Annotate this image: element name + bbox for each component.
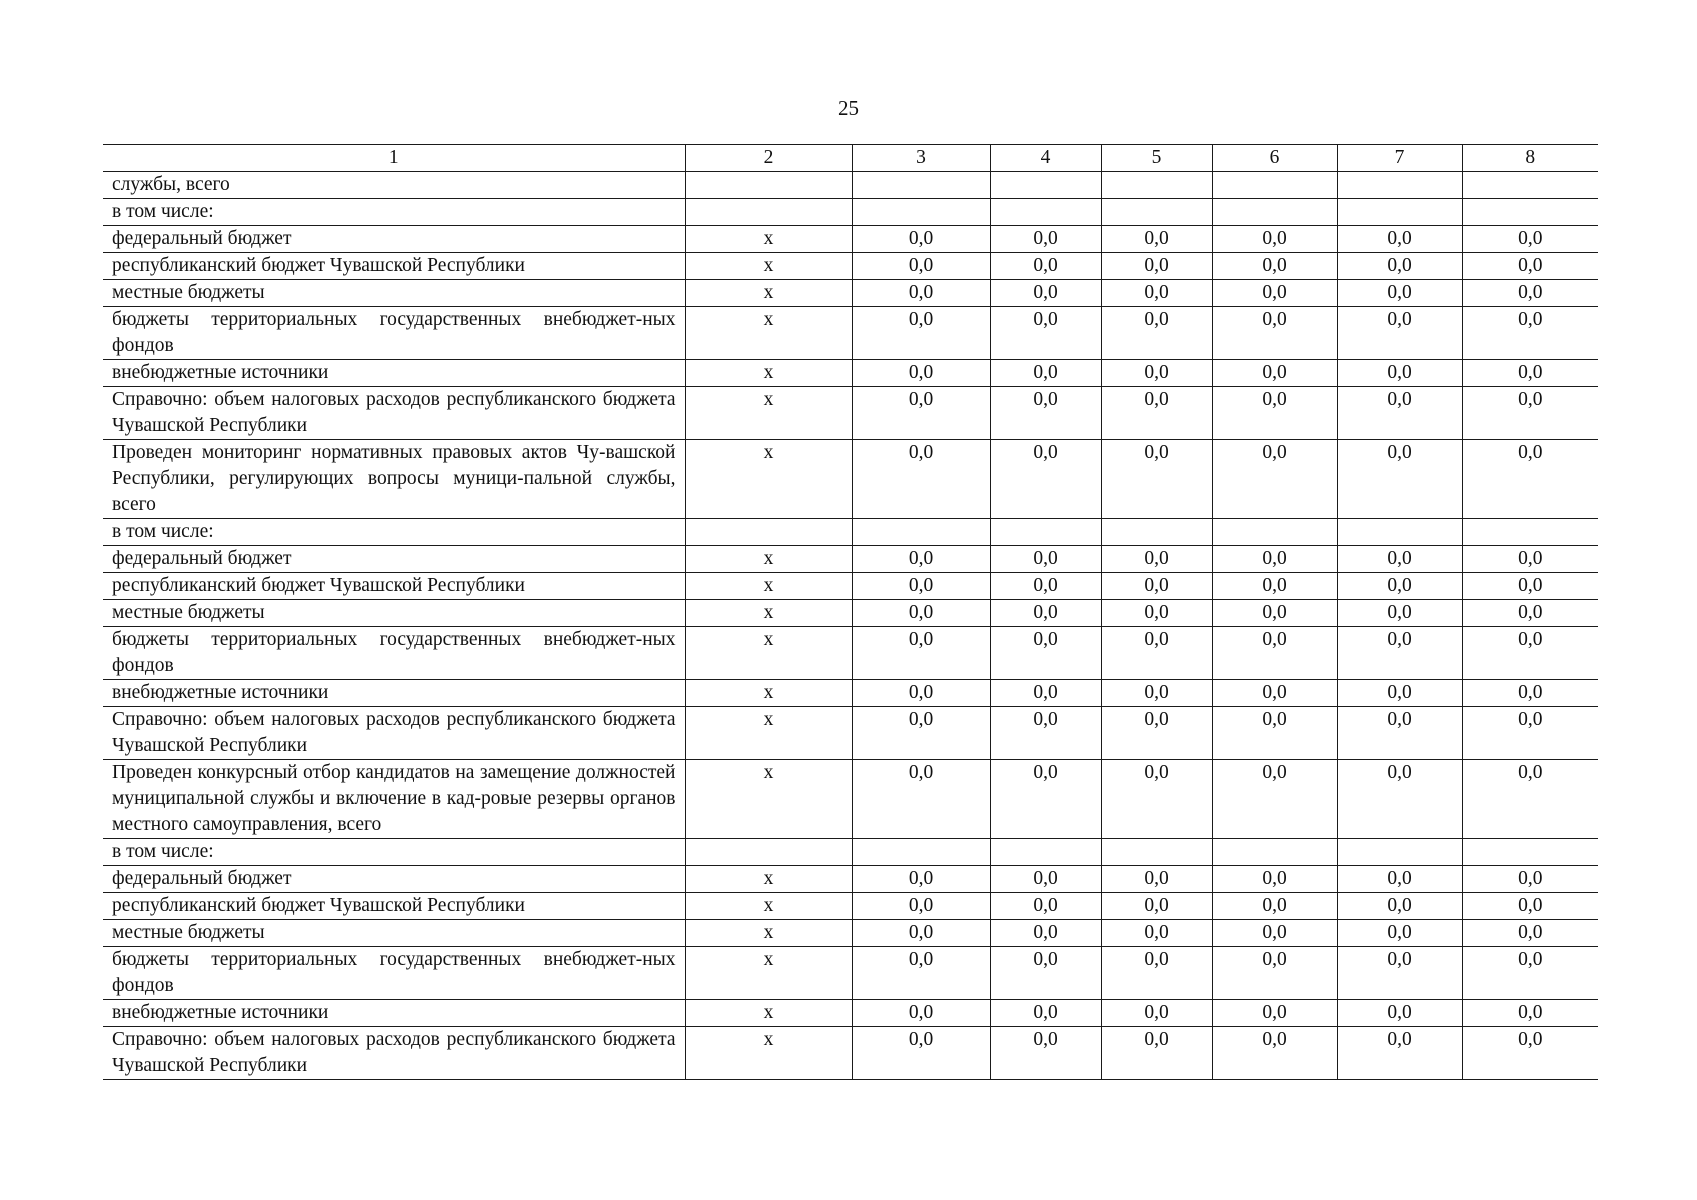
table-row bbox=[103, 440, 1598, 519]
row-value-cell: 0,0 bbox=[990, 253, 1101, 280]
row-description-cell: местные бюджеты bbox=[103, 280, 685, 307]
row-value-cell: 0,0 bbox=[1462, 307, 1598, 360]
row-value-cell: 0,0 bbox=[852, 947, 990, 1000]
row-column2-cell: x bbox=[685, 387, 852, 440]
table-row bbox=[103, 546, 1598, 573]
row-value-cell: 0,0 bbox=[852, 1000, 990, 1027]
row-value-cell bbox=[1101, 519, 1212, 546]
row-value-cell: 0,0 bbox=[1462, 387, 1598, 440]
row-value-cell: 0,0 bbox=[990, 627, 1101, 680]
row-value-cell: 0,0 bbox=[990, 920, 1101, 947]
row-column2-cell: x bbox=[685, 680, 852, 707]
row-value-cell: 0,0 bbox=[1212, 546, 1337, 573]
table-row bbox=[103, 519, 1598, 546]
row-value-cell: 0,0 bbox=[990, 546, 1101, 573]
table-row bbox=[103, 253, 1598, 280]
row-value-cell bbox=[1101, 172, 1212, 199]
row-value-cell: 0,0 bbox=[1212, 440, 1337, 519]
row-value-cell: 0,0 bbox=[1462, 360, 1598, 387]
row-value-cell: 0,0 bbox=[1101, 707, 1212, 760]
table-row bbox=[103, 387, 1598, 440]
row-value-cell bbox=[1337, 199, 1462, 226]
row-value-cell: 0,0 bbox=[852, 387, 990, 440]
row-value-cell: 0,0 bbox=[1101, 253, 1212, 280]
row-description-cell: местные бюджеты bbox=[103, 600, 685, 627]
row-value-cell bbox=[990, 172, 1101, 199]
row-description-cell: в том числе: bbox=[103, 839, 685, 866]
row-value-cell: 0,0 bbox=[1101, 893, 1212, 920]
row-value-cell: 0,0 bbox=[1337, 600, 1462, 627]
row-value-cell: 0,0 bbox=[1337, 546, 1462, 573]
table-row bbox=[103, 573, 1598, 600]
table-row bbox=[103, 1027, 1598, 1080]
row-description-cell: республиканский бюджет Чувашской Республики bbox=[103, 253, 685, 280]
row-value-cell: 0,0 bbox=[1212, 360, 1337, 387]
row-value-cell bbox=[990, 199, 1101, 226]
row-value-cell: 0,0 bbox=[1101, 360, 1212, 387]
row-column2-cell bbox=[685, 839, 852, 866]
row-value-cell bbox=[990, 519, 1101, 546]
row-value-cell: 0,0 bbox=[852, 920, 990, 947]
row-value-cell: 0,0 bbox=[1462, 573, 1598, 600]
budget-table bbox=[103, 144, 1598, 1080]
row-column2-cell: x bbox=[685, 307, 852, 360]
row-value-cell: 0,0 bbox=[1212, 573, 1337, 600]
row-value-cell: 0,0 bbox=[990, 707, 1101, 760]
column-number-cell: 2 bbox=[685, 145, 852, 172]
row-value-cell: 0,0 bbox=[852, 627, 990, 680]
row-value-cell: 0,0 bbox=[1101, 307, 1212, 360]
row-value-cell bbox=[1101, 199, 1212, 226]
row-value-cell: 0,0 bbox=[1462, 627, 1598, 680]
row-value-cell: 0,0 bbox=[1101, 226, 1212, 253]
row-value-cell: 0,0 bbox=[1462, 866, 1598, 893]
row-description-cell: республиканский бюджет Чувашской Республики bbox=[103, 893, 685, 920]
row-value-cell: 0,0 bbox=[1101, 760, 1212, 839]
row-value-cell: 0,0 bbox=[1337, 947, 1462, 1000]
row-description-cell: бюджеты территориальных государственных внебюджет-ных фондов bbox=[103, 307, 685, 360]
row-value-cell: 0,0 bbox=[1101, 1000, 1212, 1027]
row-value-cell: 0,0 bbox=[990, 760, 1101, 839]
row-description-cell: федеральный бюджет bbox=[103, 226, 685, 253]
row-column2-cell: x bbox=[685, 573, 852, 600]
row-value-cell: 0,0 bbox=[990, 866, 1101, 893]
row-column2-cell: x bbox=[685, 920, 852, 947]
row-value-cell bbox=[1212, 199, 1337, 226]
row-column2-cell: x bbox=[685, 440, 852, 519]
row-value-cell: 0,0 bbox=[852, 707, 990, 760]
row-description-cell: местные бюджеты bbox=[103, 920, 685, 947]
row-value-cell: 0,0 bbox=[1101, 546, 1212, 573]
row-column2-cell: x bbox=[685, 1000, 852, 1027]
row-value-cell: 0,0 bbox=[1337, 866, 1462, 893]
row-value-cell: 0,0 bbox=[1212, 947, 1337, 1000]
row-value-cell: 0,0 bbox=[1212, 893, 1337, 920]
row-column2-cell: x bbox=[685, 226, 852, 253]
column-number-cell: 3 bbox=[852, 145, 990, 172]
row-description-cell: внебюджетные источники bbox=[103, 1000, 685, 1027]
table-row bbox=[103, 920, 1598, 947]
row-value-cell: 0,0 bbox=[1462, 253, 1598, 280]
row-description-cell: службы, всего bbox=[103, 172, 685, 199]
row-value-cell: 0,0 bbox=[1337, 387, 1462, 440]
row-description-cell: в том числе: bbox=[103, 519, 685, 546]
row-value-cell: 0,0 bbox=[1212, 920, 1337, 947]
row-description-cell: Справочно: объем налоговых расходов республиканского бюджета Чувашской Республики bbox=[103, 1027, 685, 1080]
row-value-cell: 0,0 bbox=[1337, 1027, 1462, 1080]
row-column2-cell: x bbox=[685, 360, 852, 387]
row-description-cell: бюджеты территориальных государственных внебюджет-ных фондов bbox=[103, 627, 685, 680]
row-value-cell: 0,0 bbox=[1337, 440, 1462, 519]
table-row bbox=[103, 866, 1598, 893]
row-value-cell: 0,0 bbox=[852, 226, 990, 253]
row-value-cell: 0,0 bbox=[990, 893, 1101, 920]
row-column2-cell bbox=[685, 199, 852, 226]
table-row bbox=[103, 172, 1598, 199]
row-value-cell: 0,0 bbox=[852, 253, 990, 280]
row-value-cell: 0,0 bbox=[1337, 226, 1462, 253]
row-value-cell: 0,0 bbox=[1212, 387, 1337, 440]
row-value-cell bbox=[1212, 519, 1337, 546]
row-value-cell: 0,0 bbox=[1101, 387, 1212, 440]
row-value-cell: 0,0 bbox=[1337, 360, 1462, 387]
row-value-cell: 0,0 bbox=[852, 680, 990, 707]
row-value-cell: 0,0 bbox=[990, 280, 1101, 307]
row-value-cell: 0,0 bbox=[1212, 1027, 1337, 1080]
table-row bbox=[103, 893, 1598, 920]
row-description-cell: Справочно: объем налоговых расходов республиканского бюджета Чувашской Республики bbox=[103, 707, 685, 760]
row-value-cell bbox=[1337, 839, 1462, 866]
row-column2-cell: x bbox=[685, 947, 852, 1000]
row-description-cell: в том числе: bbox=[103, 199, 685, 226]
row-value-cell: 0,0 bbox=[852, 1027, 990, 1080]
row-column2-cell bbox=[685, 519, 852, 546]
table-row bbox=[103, 947, 1598, 1000]
row-value-cell: 0,0 bbox=[1462, 1000, 1598, 1027]
row-value-cell: 0,0 bbox=[1337, 627, 1462, 680]
page-number: 25 bbox=[838, 96, 859, 120]
row-value-cell: 0,0 bbox=[852, 280, 990, 307]
row-value-cell: 0,0 bbox=[1101, 600, 1212, 627]
row-value-cell bbox=[990, 839, 1101, 866]
row-value-cell: 0,0 bbox=[1212, 680, 1337, 707]
row-value-cell: 0,0 bbox=[1462, 546, 1598, 573]
row-value-cell bbox=[852, 172, 990, 199]
table-row bbox=[103, 199, 1598, 226]
row-value-cell: 0,0 bbox=[1212, 253, 1337, 280]
row-column2-cell: x bbox=[685, 893, 852, 920]
column-number-cell: 6 bbox=[1212, 145, 1337, 172]
row-value-cell: 0,0 bbox=[1101, 866, 1212, 893]
row-value-cell: 0,0 bbox=[990, 1027, 1101, 1080]
row-value-cell bbox=[1212, 839, 1337, 866]
row-value-cell: 0,0 bbox=[1101, 280, 1212, 307]
row-value-cell: 0,0 bbox=[852, 866, 990, 893]
row-value-cell: 0,0 bbox=[990, 1000, 1101, 1027]
row-value-cell bbox=[1337, 172, 1462, 199]
row-value-cell: 0,0 bbox=[990, 387, 1101, 440]
row-value-cell: 0,0 bbox=[1212, 307, 1337, 360]
row-value-cell: 0,0 bbox=[852, 360, 990, 387]
row-column2-cell: x bbox=[685, 760, 852, 839]
column-number-cell: 5 bbox=[1101, 145, 1212, 172]
row-value-cell: 0,0 bbox=[1462, 893, 1598, 920]
row-value-cell bbox=[852, 199, 990, 226]
row-description-cell: Справочно: объем налоговых расходов республиканского бюджета Чувашской Республики bbox=[103, 387, 685, 440]
row-value-cell: 0,0 bbox=[852, 600, 990, 627]
table-row bbox=[103, 760, 1598, 839]
row-value-cell: 0,0 bbox=[1101, 947, 1212, 1000]
row-value-cell: 0,0 bbox=[1101, 1027, 1212, 1080]
table-row bbox=[103, 600, 1598, 627]
row-column2-cell bbox=[685, 172, 852, 199]
row-value-cell: 0,0 bbox=[1337, 707, 1462, 760]
row-column2-cell: x bbox=[685, 600, 852, 627]
row-value-cell: 0,0 bbox=[990, 360, 1101, 387]
row-value-cell: 0,0 bbox=[1212, 760, 1337, 839]
row-column2-cell: x bbox=[685, 627, 852, 680]
row-value-cell bbox=[1462, 199, 1598, 226]
table-body bbox=[103, 145, 1598, 1080]
row-description-cell: внебюджетные источники bbox=[103, 360, 685, 387]
row-value-cell: 0,0 bbox=[852, 440, 990, 519]
column-number-cell: 4 bbox=[990, 145, 1101, 172]
row-description-cell: Проведен мониторинг нормативных правовых актов Чу-вашской Республики, регулирующих вопросы муници-пальной службы, всего bbox=[103, 440, 685, 519]
row-value-cell: 0,0 bbox=[990, 573, 1101, 600]
row-description-cell: федеральный бюджет bbox=[103, 866, 685, 893]
row-description-cell: внебюджетные источники bbox=[103, 680, 685, 707]
row-value-cell: 0,0 bbox=[1337, 760, 1462, 839]
row-value-cell: 0,0 bbox=[1462, 680, 1598, 707]
row-value-cell: 0,0 bbox=[1462, 760, 1598, 839]
row-value-cell: 0,0 bbox=[990, 680, 1101, 707]
row-value-cell: 0,0 bbox=[990, 947, 1101, 1000]
row-value-cell: 0,0 bbox=[852, 546, 990, 573]
table-row bbox=[103, 707, 1598, 760]
row-value-cell: 0,0 bbox=[990, 440, 1101, 519]
row-description-cell: Проведен конкурсный отбор кандидатов на замещение должностей муниципальной службы и включение в кад-ровые резервы органов местного самоуправления, всего bbox=[103, 760, 685, 839]
row-value-cell: 0,0 bbox=[1462, 440, 1598, 519]
row-value-cell: 0,0 bbox=[1337, 893, 1462, 920]
row-value-cell bbox=[852, 839, 990, 866]
table-row bbox=[103, 680, 1598, 707]
row-description-cell: республиканский бюджет Чувашской Республики bbox=[103, 573, 685, 600]
column-number-cell: 1 bbox=[103, 145, 685, 172]
row-value-cell: 0,0 bbox=[1212, 226, 1337, 253]
table-row bbox=[103, 307, 1598, 360]
row-value-cell bbox=[1212, 172, 1337, 199]
row-value-cell: 0,0 bbox=[1462, 947, 1598, 1000]
row-value-cell: 0,0 bbox=[1212, 707, 1337, 760]
row-value-cell: 0,0 bbox=[1101, 680, 1212, 707]
row-value-cell: 0,0 bbox=[1212, 1000, 1337, 1027]
row-value-cell: 0,0 bbox=[1101, 920, 1212, 947]
row-value-cell bbox=[1337, 519, 1462, 546]
row-value-cell: 0,0 bbox=[1337, 920, 1462, 947]
row-value-cell: 0,0 bbox=[1337, 307, 1462, 360]
row-value-cell: 0,0 bbox=[1101, 440, 1212, 519]
row-value-cell: 0,0 bbox=[1101, 627, 1212, 680]
row-value-cell: 0,0 bbox=[1212, 600, 1337, 627]
table-row bbox=[103, 226, 1598, 253]
row-value-cell bbox=[1462, 172, 1598, 199]
row-column2-cell: x bbox=[685, 866, 852, 893]
table-row bbox=[103, 280, 1598, 307]
table-row bbox=[103, 1000, 1598, 1027]
row-value-cell: 0,0 bbox=[1462, 1027, 1598, 1080]
row-value-cell: 0,0 bbox=[1212, 280, 1337, 307]
row-column2-cell: x bbox=[685, 280, 852, 307]
column-number-row bbox=[103, 145, 1598, 172]
row-value-cell: 0,0 bbox=[1462, 707, 1598, 760]
row-value-cell: 0,0 bbox=[1337, 280, 1462, 307]
row-value-cell bbox=[1462, 519, 1598, 546]
row-column2-cell: x bbox=[685, 1027, 852, 1080]
row-value-cell: 0,0 bbox=[1337, 680, 1462, 707]
row-value-cell: 0,0 bbox=[1462, 920, 1598, 947]
row-value-cell: 0,0 bbox=[990, 307, 1101, 360]
row-value-cell: 0,0 bbox=[1337, 573, 1462, 600]
row-value-cell: 0,0 bbox=[1462, 226, 1598, 253]
column-number-cell: 7 bbox=[1337, 145, 1462, 172]
row-value-cell: 0,0 bbox=[852, 573, 990, 600]
table-row bbox=[103, 839, 1598, 866]
row-value-cell: 0,0 bbox=[1462, 600, 1598, 627]
row-value-cell bbox=[1462, 839, 1598, 866]
row-value-cell: 0,0 bbox=[852, 760, 990, 839]
row-column2-cell: x bbox=[685, 546, 852, 573]
table-row bbox=[103, 627, 1598, 680]
row-value-cell: 0,0 bbox=[1337, 253, 1462, 280]
row-value-cell: 0,0 bbox=[1212, 627, 1337, 680]
row-value-cell: 0,0 bbox=[1337, 1000, 1462, 1027]
row-value-cell bbox=[852, 519, 990, 546]
row-column2-cell: x bbox=[685, 707, 852, 760]
row-column2-cell: x bbox=[685, 253, 852, 280]
row-value-cell: 0,0 bbox=[1462, 280, 1598, 307]
row-value-cell: 0,0 bbox=[852, 307, 990, 360]
row-value-cell: 0,0 bbox=[990, 600, 1101, 627]
row-value-cell: 0,0 bbox=[1212, 866, 1337, 893]
row-value-cell: 0,0 bbox=[1101, 573, 1212, 600]
column-number-cell: 8 bbox=[1462, 145, 1598, 172]
row-description-cell: бюджеты территориальных государственных внебюджет-ных фондов bbox=[103, 947, 685, 1000]
row-value-cell: 0,0 bbox=[852, 893, 990, 920]
row-value-cell bbox=[1101, 839, 1212, 866]
row-value-cell: 0,0 bbox=[990, 226, 1101, 253]
table-row bbox=[103, 360, 1598, 387]
row-description-cell: федеральный бюджет bbox=[103, 546, 685, 573]
